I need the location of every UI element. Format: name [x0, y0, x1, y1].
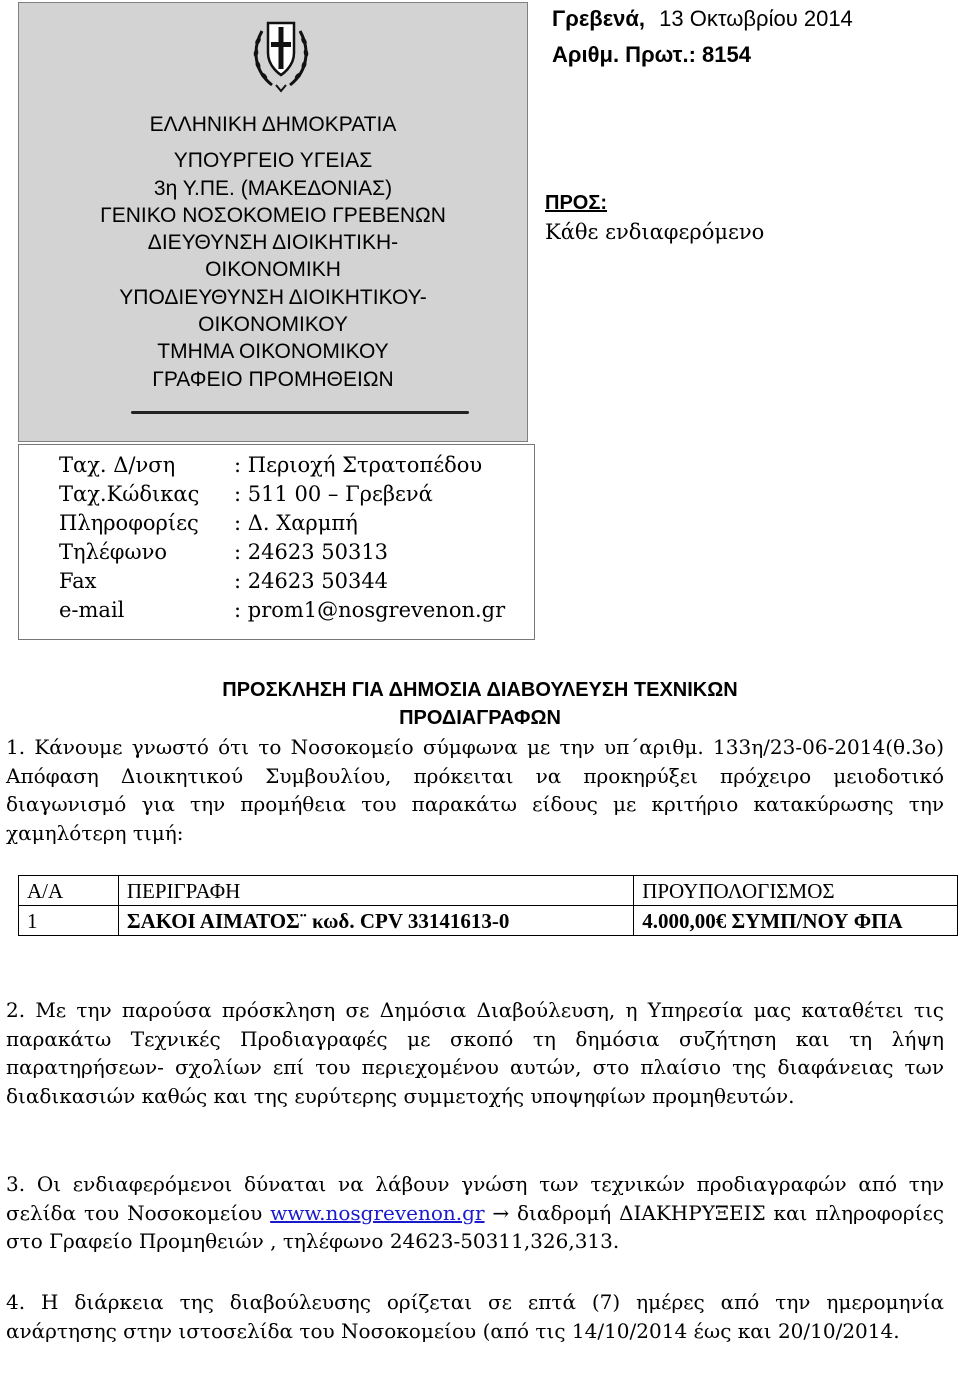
header-line: ΥΠΟΔΙΕΥΘΥΝΣΗ ΔΙΟΙΚΗΤΙΚΟΥ-	[119, 285, 427, 309]
column-header: ΠΕΡΙΓΡΑΦΗ	[118, 876, 633, 906]
contact-value: : Περιοχή Στρατοπέδου	[234, 453, 483, 477]
title-line-2: ΠΡΟΔΙΑΓΡΑΦΩΝ	[399, 707, 561, 729]
issuer-lines	[19, 111, 527, 393]
document-date	[552, 6, 853, 32]
header-line: ΓΕΝΙΚΟ ΝΟΣΟΚΟΜΕΙΟ ΓΡΕΒΕΝΩΝ	[100, 203, 446, 227]
date-value: 13 Οκτωβρίου 2014	[659, 6, 853, 31]
header-line: ΤΜΗΜΑ ΟΙΚΟΝΟΜΙΚΟΥ	[157, 340, 389, 364]
header-line: ΥΠΟΥΡΓΕΙΟ ΥΓΕΙΑΣ	[173, 149, 373, 173]
paragraph-2: 2. Με την παρούσα πρόσκληση σε Δημόσια Διαβούλευση, η Υπηρεσία μας καταθέτει τις παρακάτω Τεχνικές Προδιαγραφές με σκοπό τη δημόσια συζήτηση και τη λήψη παρατηρήσεων- σχολίων επί του περιεχομένου αυτών, στο πλαίσιο της διαφάνειας των διαδικασιών καθώς και της ευρύτερης συμμετοχής υποψηφίων προμηθευτών.	[6, 998, 944, 1108]
contact-label: Τηλέφωνο	[59, 540, 168, 564]
recipient-label: ΠΡΟΣ:	[545, 192, 608, 214]
items-table	[18, 875, 958, 936]
contact-label: Ταχ.Κώδικας	[59, 482, 200, 506]
header-line: 3η Υ.ΠΕ. (ΜΑΚΕΔΟΝΙΑΣ)	[153, 176, 393, 200]
hospital-website-link[interactable]: www.nosgrevenon.gr	[270, 1200, 485, 1225]
contact-label: Πληροφορίες	[59, 511, 199, 535]
protocol-number: Αριθμ. Πρωτ.: 8154	[552, 42, 751, 67]
contact-value: : 24623 50344	[234, 569, 389, 593]
column-header: ΠΡΟΥΠΟΛΟΓΙΣΜΟΣ	[634, 876, 958, 906]
contact-label: e-mail	[59, 598, 125, 622]
cell-amount: 4.000,00€ ΣΥΜΠ/ΝΟΥ ΦΠΑ	[634, 906, 958, 936]
header-line: ΔΙΕΥΘΥΝΣΗ ΔΙΟΙΚΗΤΙΚΗ-	[147, 231, 399, 255]
paragraph-3-text: 3. Οι ενδιαφερόμενοι δύναται να λάβουν γνώση των τεχνικών προδιαγραφών από την σελίδα του Νοσοκομείου	[6, 1172, 944, 1225]
contact-value: : 24623 50313	[234, 540, 389, 564]
contact-value: : prom1@nosgrevenon.gr	[234, 598, 506, 622]
column-header: Α/Α	[19, 876, 119, 906]
header-line: ΟΙΚΟΝΟΜΙΚΗ	[205, 258, 341, 282]
table-row	[19, 906, 958, 936]
contact-label: Fax	[59, 569, 97, 593]
header-line: ΓΡΑΦΕΙΟ ΠΡΟΜΗΘΕΙΩΝ	[152, 367, 394, 391]
header-divider	[131, 411, 469, 414]
paragraph-3	[6, 1170, 944, 1256]
recipient-value: Κάθε ενδιαφερόμενο	[545, 220, 765, 244]
contact-label: Ταχ. Δ/νση	[59, 453, 176, 477]
header-line: ΟΙΚΟΝΟΜΙΚΟΥ	[198, 313, 348, 337]
paragraph-3-text-cont: → διαδρομή ΔΙΑΚΗΡΥΞΕΙΣ και πληροφορίες στο Γραφείο Προμηθειών , τηλέφωνο 24623-50311,326,313.	[6, 1200, 945, 1253]
cell-number: 1	[19, 906, 119, 936]
greek-coat-of-arms-icon	[250, 9, 312, 93]
paragraph-4: 4. Η διάρκεια της διαβούλευσης ορίζεται σε επτά (7) ημέρες από την ημερομηνία ανάρτησης στην ιστοσελίδα του Νοσοκομείου (από τις 14/10/2014 έως και 20/10/2014.	[6, 1290, 944, 1343]
contact-value: : 511 00 – Γρεβενά	[234, 482, 433, 506]
paragraph-1: 1. Κάνουμε γνωστό ότι το Νοσοκομείο σύμφωνα με την υπ΄αριθμ. 133η/23-06-2014(θ.3ο) Απόφαση Διοικητικού Συμβουλίου, πρόκειται να προκηρύξει πρόχειρο μειοδοτικό διαγωνισμό για την προμήθεια του παρακάτω είδους με κριτήριο κατακύρωσης την χαμηλότερη τιμή:	[6, 735, 944, 845]
contact-details-box	[18, 444, 535, 640]
document-title	[0, 676, 960, 732]
date-place: Γρεβενά,	[552, 6, 646, 31]
table-header-row	[19, 876, 958, 906]
cell-description: ΣΑΚΟΙ ΑΙΜΑΤΟΣ¨ κωδ. CPV 33141613-0	[118, 906, 633, 936]
issuer-header-box	[18, 2, 528, 442]
header-line: ΕΛΛΗΝΙΚΗ ΔΗΜΟΚΡΑΤΙΑ	[149, 113, 397, 136]
title-line-1: ΠΡΟΣΚΛΗΣΗ ΓΙΑ ΔΗΜΟΣΙΑ ΔΙΑΒΟΥΛΕΥΣΗ ΤΕΧΝΙΚΩΝ	[222, 679, 738, 701]
contact-value: : Δ. Χαρμπή	[234, 511, 358, 535]
